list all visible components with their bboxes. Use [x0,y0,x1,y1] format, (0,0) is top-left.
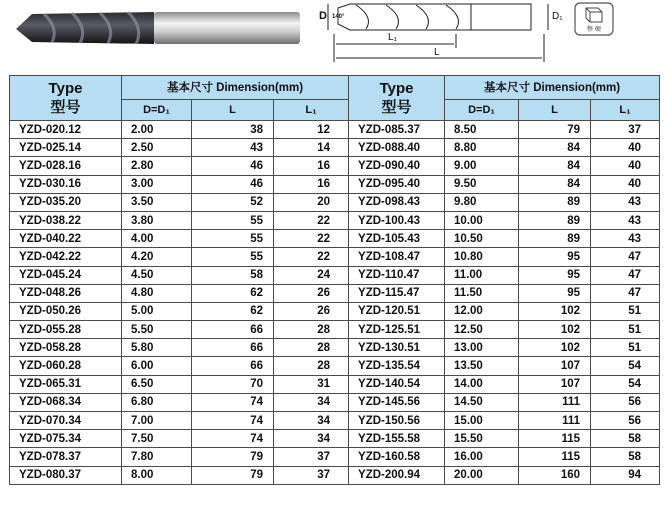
cell-length: 70 [192,375,274,393]
cell-type: YZD-058.28 [10,339,122,357]
cell-length: 79 [519,121,591,139]
cell-flute-length: 20 [274,193,349,211]
cell-length: 66 [192,357,274,375]
cell-diameter: 11.00 [445,266,519,284]
cell-diameter: 5.50 [122,321,192,339]
cell-diameter: 8.80 [445,139,519,157]
table-row [10,321,660,339]
cell-type: YZD-045.24 [10,266,122,284]
table-row [10,339,660,357]
cell-length: 58 [192,266,274,284]
cell-type: YZD-095.40 [349,175,445,193]
cell-diameter: 2.80 [122,157,192,175]
cell-type: YZD-048.26 [10,284,122,302]
table-row [10,357,660,375]
cell-type: YZD-160.58 [349,448,445,466]
table-row [10,393,660,411]
cell-length: 55 [192,230,274,248]
cell-length: 115 [519,448,591,466]
cell-length: 89 [519,193,591,211]
cell-type: YZD-200.94 [349,466,445,484]
cell-type: YZD-150.56 [349,412,445,430]
cell-length: 107 [519,357,591,375]
col-header-d: D=D₁ [122,99,192,120]
table-row [10,375,660,393]
cell-flute-length: 94 [591,466,660,484]
col-header-l1: L₁ [274,99,349,120]
col-header-d: D=D₁ [445,99,519,120]
table-row [10,284,660,302]
cell-type: YZD-055.28 [10,321,122,339]
cell-length: 95 [519,266,591,284]
col-header-l1: L₁ [591,99,660,120]
drill-photo [4,0,304,60]
cell-diameter: 13.00 [445,339,519,357]
cell-flute-length: 22 [274,248,349,266]
cell-flute-length: 28 [274,339,349,357]
cell-flute-length: 34 [274,412,349,430]
cell-type: YZD-070.34 [10,412,122,430]
cell-length: 79 [192,466,274,484]
type-header-cn: 型号 [50,99,81,116]
cell-diameter: 10.00 [445,211,519,229]
cell-flute-length: 28 [274,321,349,339]
cell-diameter: 6.00 [122,357,192,375]
cell-flute-length: 12 [274,121,349,139]
cell-length: 66 [192,339,274,357]
cell-type: YZD-155.58 [349,430,445,448]
cell-flute-length: 34 [274,430,349,448]
cell-flute-length: 40 [591,175,660,193]
cell-length: 84 [519,157,591,175]
cell-diameter: 12.50 [445,321,519,339]
cell-type: YZD-020.12 [10,121,122,139]
table-row [10,412,660,430]
cell-diameter: 20.00 [445,466,519,484]
cell-type: YZD-078.37 [10,448,122,466]
cell-flute-length: 37 [591,121,660,139]
cell-flute-length: 22 [274,230,349,248]
cell-diameter: 7.00 [122,412,192,430]
cell-length: 89 [519,230,591,248]
cell-flute-length: 26 [274,284,349,302]
cell-flute-length: 43 [591,193,660,211]
cell-flute-length: 56 [591,412,660,430]
cell-length: 62 [192,302,274,320]
cell-type: YZD-050.26 [10,302,122,320]
cell-flute-length: 58 [591,448,660,466]
cell-diameter: 4.20 [122,248,192,266]
cell-length: 62 [192,284,274,302]
cell-length: 115 [519,430,591,448]
cell-type: YZD-060.28 [10,357,122,375]
cell-flute-length: 56 [591,393,660,411]
cell-flute-length: 54 [591,375,660,393]
cell-type: YZD-110.47 [349,266,445,284]
cell-diameter: 4.00 [122,230,192,248]
cell-length: 38 [192,121,274,139]
cell-type: YZD-028.16 [10,157,122,175]
table-row [10,466,660,484]
drawing-label-l: L [434,47,440,58]
solid-carbide-badge [574,2,614,36]
cell-length: 89 [519,211,591,229]
table-row [10,448,660,466]
cell-diameter: 15.50 [445,430,519,448]
cell-flute-length: 47 [591,266,660,284]
cell-diameter: 8.00 [122,466,192,484]
cell-length: 160 [519,466,591,484]
table-row [10,175,660,193]
cell-diameter: 7.50 [122,430,192,448]
cell-type: YZD-038.22 [10,211,122,229]
specification-table [9,75,660,485]
cell-length: 74 [192,412,274,430]
cell-diameter: 3.50 [122,193,192,211]
cell-type: YZD-088.40 [349,139,445,157]
cell-flute-length: 16 [274,175,349,193]
cell-flute-length: 43 [591,230,660,248]
cell-type: YZD-075.34 [10,430,122,448]
cell-length: 111 [519,412,591,430]
dimension-group-header-right: 基本尺寸 Dimension(mm) [445,76,660,100]
cell-type: YZD-040.22 [10,230,122,248]
cell-flute-length: 51 [591,302,660,320]
cell-type: YZD-135.54 [349,357,445,375]
cell-flute-length: 22 [274,211,349,229]
table-row [10,266,660,284]
table-row [10,121,660,139]
cell-diameter: 4.80 [122,284,192,302]
cell-diameter: 13.50 [445,357,519,375]
cell-diameter: 12.00 [445,302,519,320]
table-row [10,248,660,266]
type-header-left [10,76,122,121]
col-header-l: L [192,99,274,120]
cell-length: 95 [519,248,591,266]
cell-type: YZD-125.51 [349,321,445,339]
cell-length: 95 [519,284,591,302]
cell-diameter: 10.80 [445,248,519,266]
table-row [10,302,660,320]
cell-length: 74 [192,393,274,411]
cell-type: YZD-035.20 [10,193,122,211]
cell-length: 66 [192,321,274,339]
cell-type: YZD-030.16 [10,175,122,193]
cell-type: YZD-145.56 [349,393,445,411]
table-row [10,430,660,448]
cell-length: 55 [192,211,274,229]
cell-length: 46 [192,175,274,193]
cell-type: YZD-120.51 [349,302,445,320]
cell-type: YZD-098.43 [349,193,445,211]
type-header-en: Type [48,80,83,97]
drawing-label-d: D [319,10,327,22]
cell-flute-length: 24 [274,266,349,284]
cell-type: YZD-108.47 [349,248,445,266]
cell-type: YZD-130.51 [349,339,445,357]
cell-flute-length: 37 [274,466,349,484]
table-row [10,157,660,175]
cell-length: 102 [519,302,591,320]
cell-type: YZD-115.47 [349,284,445,302]
cell-type: YZD-140.54 [349,375,445,393]
cell-diameter: 2.00 [122,121,192,139]
cell-type: YZD-085.37 [349,121,445,139]
cell-flute-length: 28 [274,357,349,375]
cell-flute-length: 40 [591,139,660,157]
cell-length: 102 [519,321,591,339]
cell-length: 43 [192,139,274,157]
cell-diameter: 5.80 [122,339,192,357]
cell-length: 74 [192,430,274,448]
cell-diameter: 14.50 [445,393,519,411]
table-row [10,230,660,248]
type-header-cn: 型号 [381,99,412,116]
cell-length: 79 [192,448,274,466]
cell-flute-length: 34 [274,393,349,411]
cell-length: 107 [519,375,591,393]
cell-type: YZD-068.34 [10,393,122,411]
cell-flute-length: 37 [274,448,349,466]
cell-length: 52 [192,193,274,211]
cell-length: 102 [519,339,591,357]
cell-flute-length: 58 [591,430,660,448]
cell-diameter: 15.00 [445,412,519,430]
cell-diameter: 9.50 [445,175,519,193]
cell-diameter: 9.80 [445,193,519,211]
cell-diameter: 5.00 [122,302,192,320]
cell-flute-length: 51 [591,321,660,339]
badge-label: 整 硬 [587,26,601,33]
cell-type: YZD-105.43 [349,230,445,248]
cell-flute-length: 47 [591,248,660,266]
cell-diameter: 4.50 [122,266,192,284]
type-header-en: Type [379,80,414,97]
cell-diameter: 9.00 [445,157,519,175]
col-header-l: L [519,99,591,120]
cell-flute-length: 40 [591,157,660,175]
cell-diameter: 3.80 [122,211,192,229]
cell-flute-length: 26 [274,302,349,320]
cell-type: YZD-025.14 [10,139,122,157]
cell-length: 84 [519,175,591,193]
cell-diameter: 6.80 [122,393,192,411]
cell-flute-length: 51 [591,339,660,357]
cell-length: 46 [192,157,274,175]
drawing-label-l1: L₁ [388,32,397,43]
cell-flute-length: 31 [274,375,349,393]
drawing-label-d1: D₁ [552,11,563,22]
cell-type: YZD-042.22 [10,248,122,266]
cell-type: YZD-100.43 [349,211,445,229]
cell-flute-length: 14 [274,139,349,157]
cell-length: 55 [192,248,274,266]
cell-diameter: 11.50 [445,284,519,302]
table-row [10,193,660,211]
cell-length: 84 [519,139,591,157]
drill-dimension-drawing [316,0,561,62]
cell-type: YZD-065.31 [10,375,122,393]
table-row [10,211,660,229]
dimension-group-header-left: 基本尺寸 Dimension(mm) [122,76,349,100]
cell-flute-length: 54 [591,357,660,375]
cell-diameter: 3.00 [122,175,192,193]
cell-diameter: 7.80 [122,448,192,466]
cell-diameter: 10.50 [445,230,519,248]
type-header-right [349,76,445,121]
cell-length: 111 [519,393,591,411]
cell-type: YZD-080.37 [10,466,122,484]
table-row [10,139,660,157]
cell-diameter: 14.00 [445,375,519,393]
cell-diameter: 16.00 [445,448,519,466]
cell-diameter: 2.50 [122,139,192,157]
cell-diameter: 8.50 [445,121,519,139]
drawing-label-angle: 140° [332,14,345,20]
cell-flute-length: 43 [591,211,660,229]
specification-rows [10,121,660,485]
cell-flute-length: 16 [274,157,349,175]
cell-flute-length: 47 [591,284,660,302]
cell-diameter: 6.50 [122,375,192,393]
cell-type: YZD-090.40 [349,157,445,175]
